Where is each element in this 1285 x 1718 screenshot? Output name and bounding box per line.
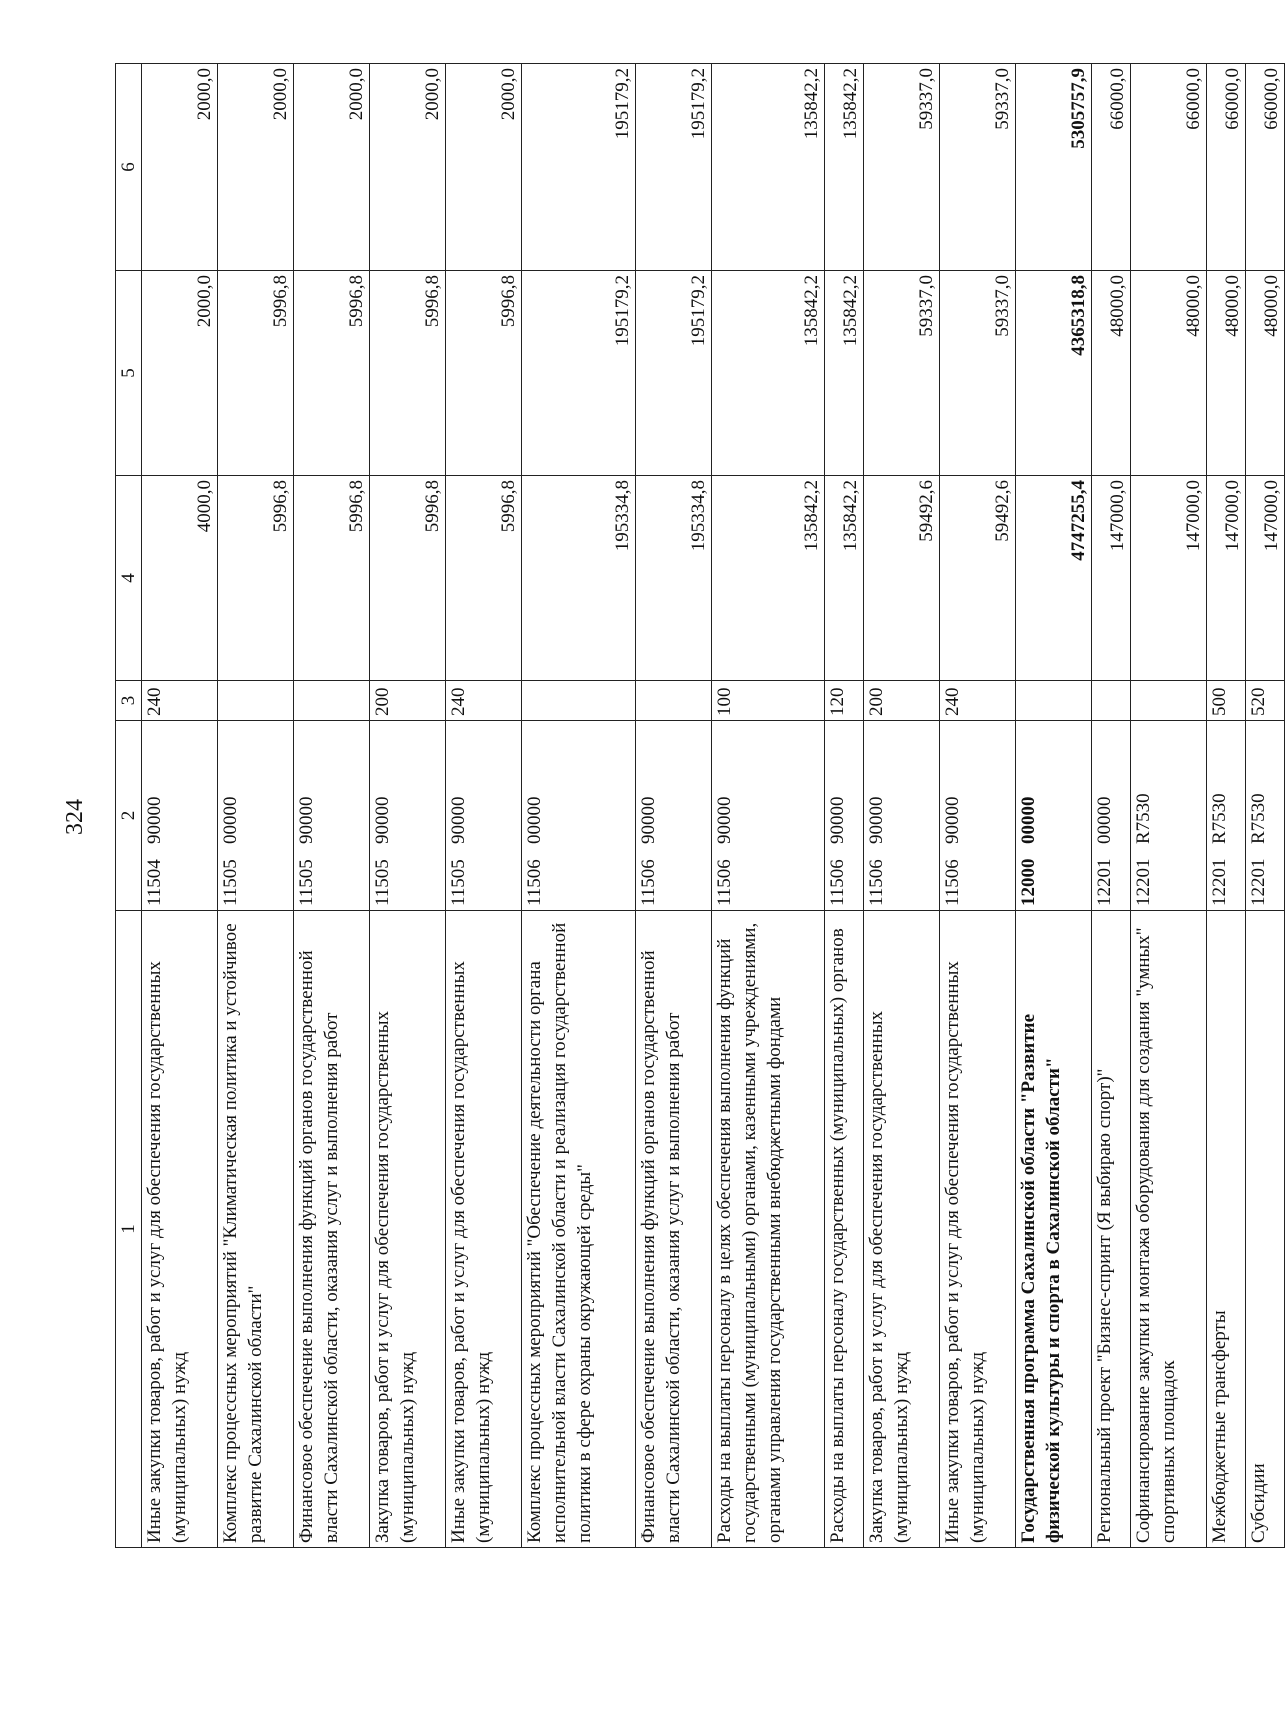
row-code-part-1: 11504 [144, 859, 165, 906]
row-expense-type [1016, 681, 1092, 721]
row-value-col5: 59337,0 [864, 271, 940, 476]
row-expense-type: 520 [1246, 681, 1285, 721]
table-row [635, 64, 711, 1548]
row-value-col6: 5305757,9 [1016, 64, 1092, 271]
row-value-col4: 195334,8 [635, 476, 711, 681]
row-name: Расходы на выплаты персоналу государственных (муниципальных) органов [825, 911, 864, 1548]
row-code [825, 721, 864, 911]
row-value-col5: 5996,8 [294, 271, 370, 476]
row-value-col4: 147000,0 [1131, 476, 1207, 681]
row-value-col6: 66000,0 [1246, 64, 1285, 271]
row-code [1207, 721, 1246, 911]
row-value-col5: 48000,0 [1207, 271, 1246, 476]
row-code-part-1: 11505 [220, 859, 242, 906]
row-value-col6: 59337,0 [940, 64, 1016, 271]
table-row [1246, 64, 1285, 1548]
row-expense-type [1131, 681, 1207, 721]
row-name: Закупка товаров, работ и услуг для обеспечения государственных (муниципальных) нужд [864, 911, 940, 1548]
budget-table [115, 63, 1285, 1548]
row-value-col4: 5996,8 [294, 476, 370, 681]
row-name: Иные закупки товаров, работ и услуг для обеспечения государственных (муниципальных) нужд [446, 911, 522, 1548]
row-name: Финансовое обеспечение выполнения функций органов государственной власти Сахалинской области, оказания услуг и выполнения работ [635, 911, 711, 1548]
header-row [116, 64, 142, 1548]
row-value-col5: 59337,0 [940, 271, 1016, 476]
row-code-part-2: 00000 [1094, 796, 1116, 844]
row-name: Софинансирование закупки и монтажа оборудования для создания "умных" спортивных площадок [1131, 911, 1207, 1548]
col-header-4: 4 [116, 476, 142, 681]
row-name: Комплекс процессных мероприятий "Обеспечение деятельности органа исполнительной власти Сахалинской области и реализация государственной политики в сфере охраны окружающей среды" [522, 911, 635, 1548]
row-code-part-2: 00000 [1018, 796, 1040, 844]
row-code-part-1: 11506 [524, 859, 546, 906]
row-code [294, 721, 370, 911]
row-name: Государственная программа Сахалинской области "Развитие физической культуры и спорта в Сахалинской области" [1016, 911, 1092, 1548]
row-code-part-2: 90000 [713, 796, 735, 844]
row-code-part-1: 11505 [448, 859, 470, 906]
row-code [1016, 721, 1092, 911]
row-name: Финансовое обеспечение выполнения функций органов государственной власти Сахалинской области, оказания услуг и выполнения работ [294, 911, 370, 1548]
table-row [142, 64, 218, 1548]
row-code-part-2: 90000 [866, 796, 888, 844]
row-code [864, 721, 940, 911]
row-expense-type [218, 681, 294, 721]
row-value-col4: 59492,6 [864, 476, 940, 681]
row-code-part-2: 00000 [220, 796, 242, 844]
row-code-part-2: 00000 [524, 796, 546, 844]
row-value-col5: 48000,0 [1131, 271, 1207, 476]
row-value-col5: 4365318,8 [1016, 271, 1092, 476]
row-value-col4: 135842,2 [711, 476, 824, 681]
row-name: Комплекс процессных мероприятий "Климатическая политика и устойчивое развитие Сахалинской области" [218, 911, 294, 1548]
row-code-part-2: 90000 [637, 796, 659, 844]
row-code-part-1: 11506 [942, 859, 964, 906]
row-name: Расходы на выплаты персоналу в целях обеспечения выполнения функций государственными (муниципальными) органами, казенными учреждениями, органами управления государственными внебюджетными фондами [711, 911, 824, 1548]
row-code [218, 721, 294, 911]
row-value-col5: 195179,2 [635, 271, 711, 476]
row-name: Межбюджетные трансферты [1207, 911, 1246, 1548]
row-value-col5: 195179,2 [522, 271, 635, 476]
row-code [940, 721, 1016, 911]
row-code [1246, 721, 1285, 911]
row-value-col5: 5996,8 [218, 271, 294, 476]
page-number: 324 [62, 799, 88, 835]
table-row [711, 64, 824, 1548]
rotated-page [115, 64, 1285, 1548]
row-value-col6: 2000,0 [370, 64, 446, 271]
table-row [218, 64, 294, 1548]
row-value-col6: 2000,0 [142, 64, 218, 271]
table-row [446, 64, 522, 1548]
table-row [940, 64, 1016, 1548]
row-value-col4: 147000,0 [1246, 476, 1285, 681]
row-value-col5: 48000,0 [1092, 271, 1131, 476]
row-expense-type [1092, 681, 1131, 721]
row-expense-type: 120 [825, 681, 864, 721]
row-value-col6: 195179,2 [635, 64, 711, 271]
row-value-col4: 195334,8 [522, 476, 635, 681]
row-code-part-2: 90000 [296, 796, 318, 844]
row-expense-type: 240 [940, 681, 1016, 721]
row-value-col4: 135842,2 [825, 476, 864, 681]
row-name: Закупка товаров, работ и услуг для обеспечения государственных (муниципальных) нужд [370, 911, 446, 1548]
row-value-col4: 4747255,4 [1016, 476, 1092, 681]
row-code-part-2: R7530 [1209, 793, 1231, 844]
row-name: Иные закупки товаров, работ и услуг для обеспечения государственных (муниципальных) нужд [940, 911, 1016, 1548]
table-row [1131, 64, 1207, 1548]
row-value-col6: 66000,0 [1207, 64, 1246, 271]
row-code-part-2: R7530 [1133, 793, 1155, 844]
row-expense-type [635, 681, 711, 721]
row-expense-type: 240 [446, 681, 522, 721]
col-header-5: 5 [116, 271, 142, 476]
row-expense-type: 500 [1207, 681, 1246, 721]
row-code-part-1: 12201 [1209, 858, 1231, 906]
col-header-1: 1 [116, 911, 142, 1548]
row-code [522, 721, 635, 911]
row-value-col6: 135842,2 [711, 64, 824, 271]
row-value-col6: 2000,0 [294, 64, 370, 271]
row-code-part-1: 11506 [637, 859, 659, 906]
row-value-col4: 5996,8 [370, 476, 446, 681]
row-code [711, 721, 824, 911]
table-row [864, 64, 940, 1548]
table-row [825, 64, 864, 1548]
table-row [370, 64, 446, 1548]
row-value-col6: 195179,2 [522, 64, 635, 271]
col-header-3: 3 [116, 681, 142, 721]
row-value-col4: 5996,8 [218, 476, 294, 681]
row-value-col6: 2000,0 [446, 64, 522, 271]
row-value-col4: 147000,0 [1092, 476, 1131, 681]
row-value-col5: 48000,0 [1246, 271, 1285, 476]
row-code [1131, 721, 1207, 911]
row-code-part-1: 12201 [1133, 858, 1155, 906]
row-value-col6: 66000,0 [1131, 64, 1207, 271]
table-row [522, 64, 635, 1548]
row-value-col5: 2000,0 [142, 271, 218, 476]
row-value-col6: 59337,0 [864, 64, 940, 271]
row-expense-type: 200 [370, 681, 446, 721]
row-code-part-2: 90000 [372, 796, 394, 844]
row-expense-type: 240 [142, 681, 218, 721]
row-expense-type [522, 681, 635, 721]
row-value-col5: 135842,2 [825, 271, 864, 476]
row-value-col5: 5996,8 [370, 271, 446, 476]
row-code-part-2: 90000 [144, 796, 165, 844]
row-code [370, 721, 446, 911]
row-expense-type: 200 [864, 681, 940, 721]
row-name: Иные закупки товаров, работ и услуг для обеспечения государственных (муниципальных) нужд [142, 911, 218, 1548]
row-expense-type: 100 [711, 681, 824, 721]
row-code-part-1: 11505 [372, 859, 394, 906]
row-value-col6: 66000,0 [1092, 64, 1131, 271]
table-row [1016, 64, 1092, 1548]
row-code [446, 721, 522, 911]
row-code-part-1: 11506 [713, 859, 735, 906]
row-code-part-1: 11506 [827, 859, 849, 906]
row-code-part-1: 12000 [1018, 858, 1040, 906]
row-name: Субсидии [1246, 911, 1285, 1548]
row-value-col6: 135842,2 [825, 64, 864, 271]
row-code [635, 721, 711, 911]
row-code-part-1: 11505 [296, 859, 318, 906]
row-code-part-1: 11506 [866, 859, 888, 906]
row-name: Региональный проект "Бизнес-спринт (Я выбираю спорт)" [1092, 911, 1131, 1548]
col-header-2: 2 [116, 721, 142, 911]
row-code-part-2: 90000 [448, 796, 470, 844]
table-row [1092, 64, 1131, 1548]
row-code-part-1: 12201 [1094, 858, 1116, 906]
row-value-col4: 59492,6 [940, 476, 1016, 681]
row-code-part-2: R7530 [1248, 793, 1270, 844]
table-row [1207, 64, 1246, 1548]
row-code-part-2: 90000 [942, 796, 964, 844]
row-code-part-2: 90000 [827, 796, 849, 844]
row-value-col4: 147000,0 [1207, 476, 1246, 681]
row-value-col6: 2000,0 [218, 64, 294, 271]
row-value-col5: 135842,2 [711, 271, 824, 476]
row-code-part-1: 12201 [1248, 858, 1270, 906]
row-value-col4: 5996,8 [446, 476, 522, 681]
col-header-6: 6 [116, 64, 142, 271]
row-code [1092, 721, 1131, 911]
table-row [294, 64, 370, 1548]
row-code [142, 721, 218, 911]
row-expense-type [294, 681, 370, 721]
row-value-col4: 4000,0 [142, 476, 218, 681]
row-value-col5: 5996,8 [446, 271, 522, 476]
